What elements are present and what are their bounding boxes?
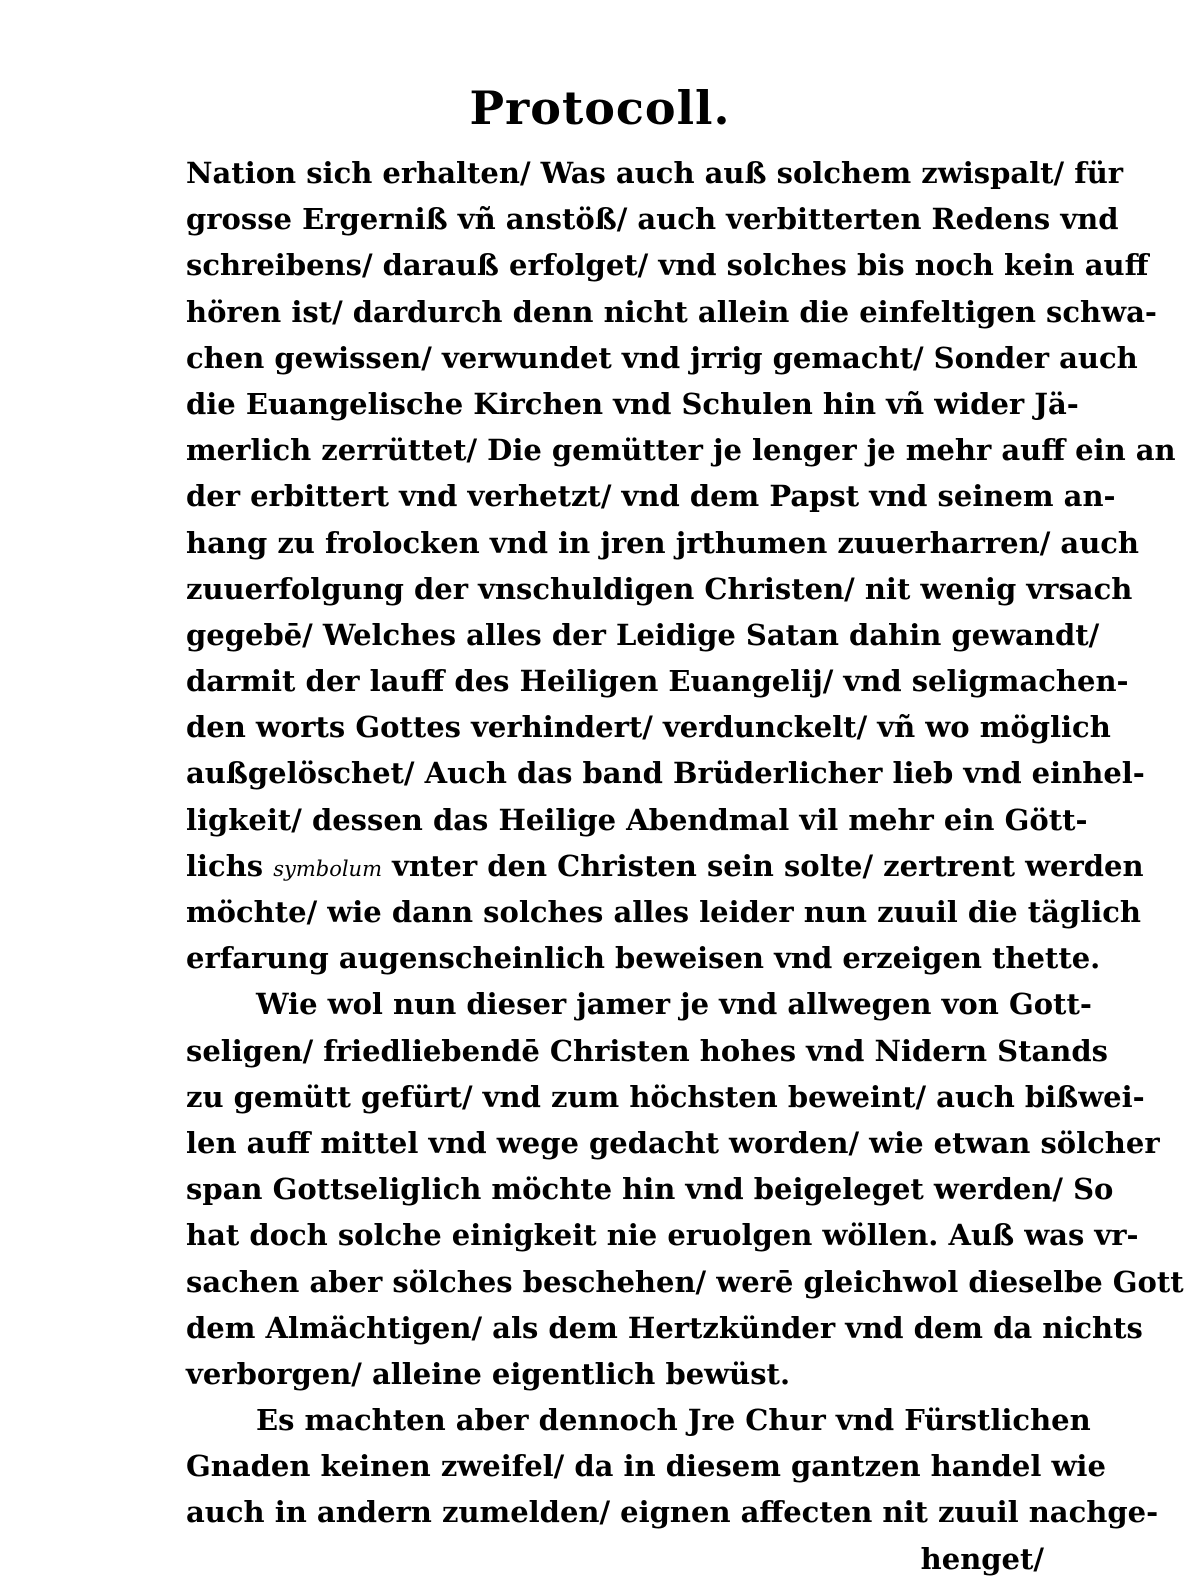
text-line: zuuerfolgung der vnschuldigen Christen/ nit wenig vrsach (186, 571, 1133, 606)
text-line: grosse Ergerniß vñ anstöß/ auch verbitterten Redens vnd (186, 202, 1119, 237)
text-line: sachen aber sölches beschehen/ werē gleichwol dieselbe Gott (186, 1264, 1184, 1299)
running-head: Protocoll. (469, 81, 731, 135)
text-line: merlich zerrüttet/ Die gemütter je lenger je mehr auff ein an (186, 433, 1176, 468)
text-segment: vnter den Christen sein solte/ zertrent werden (382, 848, 1144, 883)
text-line: erfarung augenscheinlich beweisen vnd erzeigen thette. (186, 941, 1101, 976)
text-line: ligkeit/ dessen das Heilige Abendmal vil mehr ein Gött- (186, 802, 1088, 837)
text-line: schreibens/ darauß erfolget/ vnd solches bis noch kein auff (186, 248, 1149, 283)
text-line: den worts Gottes verhindert/ verdunckelt/ vñ wo möglich (186, 710, 1111, 745)
text-segment: lichs (186, 848, 274, 883)
text-line: möchte/ wie dann solches alles leider nun zuuil die täglich (186, 895, 1141, 929)
text-line: hang zu frolocken vnd in jren jrthumen zuuerharren/ auch (186, 525, 1140, 560)
text-line: verborgen/ alleine eigentlich bewüst. (186, 1356, 791, 1391)
text-line: gegebē/ Welches alles der Leidige Satan dahin gewandt/ (186, 617, 1100, 652)
text-line (186, 843, 1144, 889)
text-line: der erbittert vnd verhetzt/ vnd dem Papst vnd seinem an- (186, 479, 1116, 514)
text-line: außgelöschet/ Auch das band Brüderlicher lieb vnd einhel- (186, 756, 1145, 791)
catchword: henget/ (920, 1541, 1044, 1576)
text-line: Wie wol nun dieser jamer je vnd allwegen von Gott- (256, 987, 1092, 1022)
text-line: Es machten aber dennoch Jre Chur vnd Fürstlichen (256, 1403, 1091, 1438)
text-line: seligen/ friedliebendē Christen hohes vnd Nidern Stands (186, 1033, 1108, 1068)
text-line: Gnaden keinen zweifel/ da in diesem gantzen handel wie (186, 1449, 1106, 1484)
text-line: span Gottseliglich möchte hin vnd beigeleget werden/ So (186, 1172, 1114, 1207)
text-line: auch in andern zumelden/ eignen affecten nit zuuil nachge- (186, 1495, 1159, 1530)
text-line: darmit der lauff des Heiligen Euangelij/ vnd seligmachen- (186, 664, 1129, 699)
text-line: chen gewissen/ verwundet vnd jrrig gemacht/ Sonder auch (186, 340, 1138, 375)
text-line: hören ist/ dardurch denn nicht allein die einfeltigen schwa- (186, 294, 1157, 329)
text-line: die Euangelische Kirchen vnd Schulen hin vñ wider Jä- (186, 386, 1079, 421)
text-line: zu gemütt gefürt/ vnd zum höchsten beweint/ auch bißwei- (186, 1079, 1145, 1114)
page-text-body (186, 150, 1184, 1582)
text-line: len auff mittel vnd wege gedacht worden/ wie etwan sölcher (186, 1125, 1160, 1160)
text-line: dem Almächtigen/ als dem Hertzkünder vnd dem da nichts (186, 1310, 1143, 1345)
text-line: hat doch solche einigkeit nie eruolgen wöllen. Auß was vr- (186, 1218, 1139, 1253)
text-line: Nation sich erhalten/ Was auch auß solchem zwispalt/ für (186, 156, 1124, 190)
latin-term: symbolum (273, 856, 382, 881)
